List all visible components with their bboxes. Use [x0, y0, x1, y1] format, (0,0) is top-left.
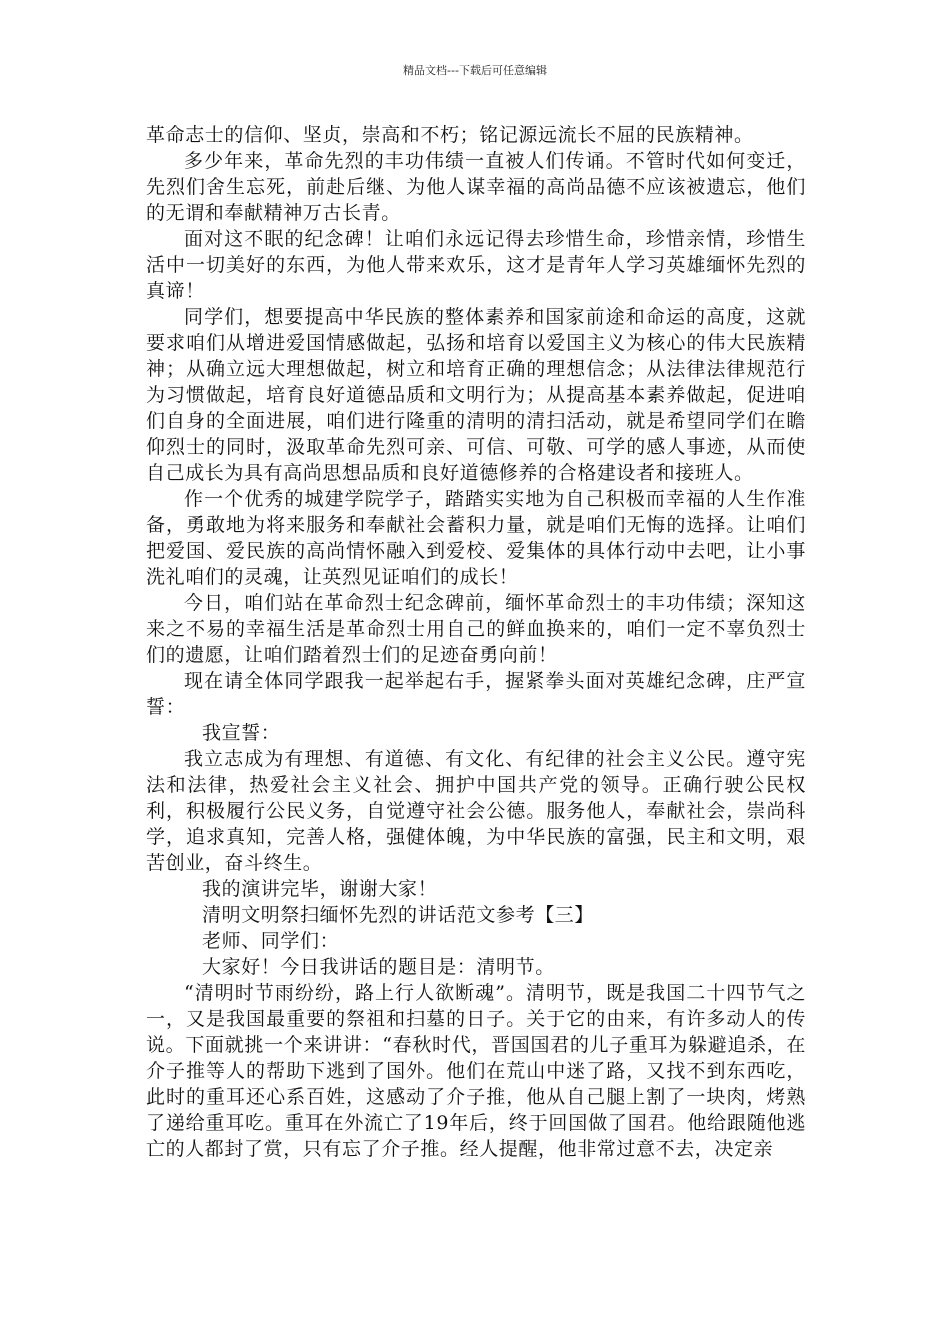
- section-title: 清明文明祭扫缅怀先烈的讲话范文参考【三】: [202, 904, 595, 926]
- paragraph: 现在请全体同学跟我一起举起右手，握紧拳头面对英雄纪念碑，庄严宣誓：: [146, 670, 806, 718]
- oath-text: 我立志成为有理想、有道德、有文化、有纪律的社会主义公民。遵守宪法和法律，热爱社会主义社会、拥护中国共产党的领导。正确行驶公民权利，积极履行公民义务，自觉遵守社会公德。服务他人，奉献社会，崇尚科学，追求真知，完善人格，强健体魄，为中华民族的富强，民主和文明，艰苦创业，奋斗终生。: [146, 748, 806, 874]
- document-body: [146, 122, 806, 1162]
- paragraph: 今日，咱们站在革命烈士纪念碑前，缅怀革命烈士的丰功伟绩；深知这来之不易的幸福生活是革命烈士用自己的鲜血换来的，咱们一定不辜负烈士们的遗愿，让咱们踏着烈士们的足迹奋勇向前！: [146, 592, 806, 666]
- paragraph: “清明时节雨纷纷，路上行人欲断魂”。清明节，既是我国二十四节气之一，又是我国最重要的祭祖和扫墓的日子。关于它的由来，有许多动人的传说。下面就挑一个来讲讲：“春秋时代，晋国国君的儿子重耳为躲避追杀，在介子推等人的帮助下逃到了国外。他们在荒山中迷了路，又找不到东西吃，此时的重耳还心系百姓，这感动了介子推，他从自己腿上割了一块肉，烤熟了递给重耳吃。重耳在外流亡了19年后，终于回国做了国君。他给跟随他逃亡的人都封了赏，只有忘了介子推。经人提醒，他非常过意不去，决定亲: [146, 982, 806, 1160]
- greeting-line: 大家好！今日我讲话的题目是：清明节。: [202, 956, 555, 978]
- paragraph: 作一个优秀的城建学院学子，踏踏实实地为自己积极而幸福的人生作准备，勇敢地为将来服务和奉献社会蓄积力量，就是咱们无悔的选择。让咱们把爱国、爱民族的高尚情怀融入到爱校、爱集体的具体行动中去吧，让小事洗礼咱们的灵魂，让英烈见证咱们的成长！: [146, 488, 806, 588]
- paragraph: 多少年来，革命先烈的丰功伟绩一直被人们传诵。不管时代如何变迁，先烈们舍生忘死，前赴后继、为他人谋幸福的高尚品德不应该被遗忘，他们的无谓和奉献精神万古长青。: [146, 150, 806, 224]
- paragraph: 面对这不眠的纪念碑！让咱们永远记得去珍惜生命，珍惜亲情，珍惜生活中一切美好的东西，为他人带来欢乐，这才是青年人学习英雄缅怀先烈的真谛！: [146, 228, 806, 302]
- page-header: 精品文档---下载后可任意编辑: [403, 64, 547, 77]
- oath-heading: 我宣誓：: [202, 722, 281, 744]
- closing-line: 我的演讲完毕，谢谢大家！: [202, 878, 438, 900]
- salutation: 老师、同学们：: [202, 930, 340, 952]
- paragraph: 同学们，想要提高中华民族的整体素养和国家前途和命运的高度，这就要求咱们从增进爱国情感做起，弘扬和培育以爱国主义为核心的伟大民族精神；从确立远大理想做起，树立和培育正确的理想信念；从法律法律规范行为习惯做起，培育良好道德品质和文明行为；从提高基本素养做起，促进咱们自身的全面进展，咱们进行隆重的清明的清扫活动，就是希望同学们在瞻仰烈士的同时，汲取革命先烈可亲、可信、可敬、可学的感人事迹，从而使自己成长为具有高尚思想品质和良好道德修养的合格建设者和接班人。: [146, 306, 806, 484]
- paragraph: 革命志士的信仰、坚贞，崇高和不朽；铭记源远流长不屈的民族精神。: [146, 124, 754, 146]
